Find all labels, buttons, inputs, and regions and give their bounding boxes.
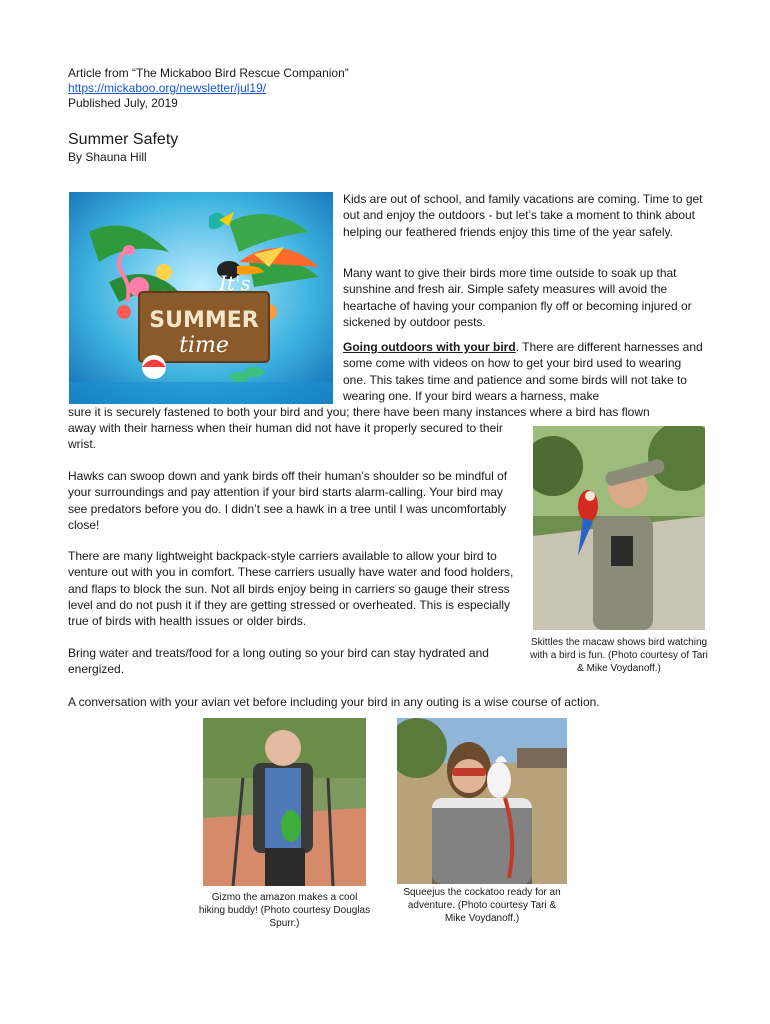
outdoors-text-a: . There are different harnesses and some come with videos on how to get your bird used to wearing one. This takes time and patience and some birds will not take to wearing one. If your bird wears a harness, make — [343, 340, 703, 403]
paragraph-outdoors — [343, 339, 705, 404]
newsletter-link[interactable]: https://mickaboo.org/newsletter/jul19/ — [68, 81, 267, 95]
paragraph-water: Bring water and treats/food for a long outing so your bird can stay hydrated and energized. — [68, 646, 489, 677]
summer-time-banner-image — [69, 192, 333, 404]
paragraph-intro: Kids are out of school, and family vacations are coming. Time to get out and enjoy the outdoors - but let’s take a moment to think about helping our feathered friends enjoy this time of the year safely. — [343, 192, 703, 239]
source-line: Article from “The Mickaboo Bird Rescue Companion” — [68, 66, 349, 80]
amazon-photo — [203, 718, 366, 886]
macaw-photo — [533, 426, 705, 630]
cockatoo-photo-caption: Squeejus the cockatoo ready for an adventure. (Photo courtesy Tari & Mike Voydanoff.) — [403, 887, 561, 924]
cockatoo-photo — [397, 718, 567, 884]
outdoors-heading: Going outdoors with your bird — [343, 340, 516, 354]
paragraph-vet: A conversation with your avian vet before including your bird in any outing is a wise course of action. — [68, 695, 600, 709]
banner-text-summer: SUMMER — [149, 308, 259, 333]
paragraph-hawks: Hawks can swoop down and yank birds off their human’s shoulder so be mindful of your surroundings and pay attention if your bird starts alarm-calling. Your bird may see predators before you do. I didn’t see a hawk in a tree until I was uncomfortably close! — [68, 469, 508, 532]
paragraph-sunshine: Many want to give their birds more time outside to soak up that sunshine and fresh air. Simple safety measures will avoid the heartache of having your companion fly off or becoming injured or sickened by outdoor pests. — [343, 266, 692, 329]
macaw-photo-caption: Skittles the macaw shows bird watching with a bird is fun. (Photo courtesy of Tari & Mike Voydanoff.) — [530, 637, 708, 674]
outdoors-text-c: away with their harness when their human did not have it properly secured to their wrist. — [68, 421, 503, 452]
article-byline: By Shauna Hill — [68, 150, 147, 164]
outdoors-text-b: sure it is securely fastened to both your bird and you; there have been many instances where a bird has flown — [68, 405, 650, 419]
amazon-photo-caption: Gizmo the amazon makes a cool hiking buddy! (Photo courtesy Douglas Spurr.) — [198, 892, 371, 929]
published-date: Published July, 2019 — [68, 96, 178, 110]
banner-text-time: time — [179, 333, 229, 358]
article-meta — [68, 66, 349, 111]
banner-text-its: It's — [219, 271, 251, 295]
article-title: Summer Safety — [68, 131, 179, 148]
paragraph-carriers: There are many lightweight backpack-style carriers available to allow your bird to venture out with you in comfort. These carriers usually have water and food holders, and flaps to block the sun. Not all birds enjoy being in carriers so gauge their stress level and do not push it if they are getting stressed or overheated. This is especially true of birds with health issues or older birds. — [68, 549, 514, 629]
